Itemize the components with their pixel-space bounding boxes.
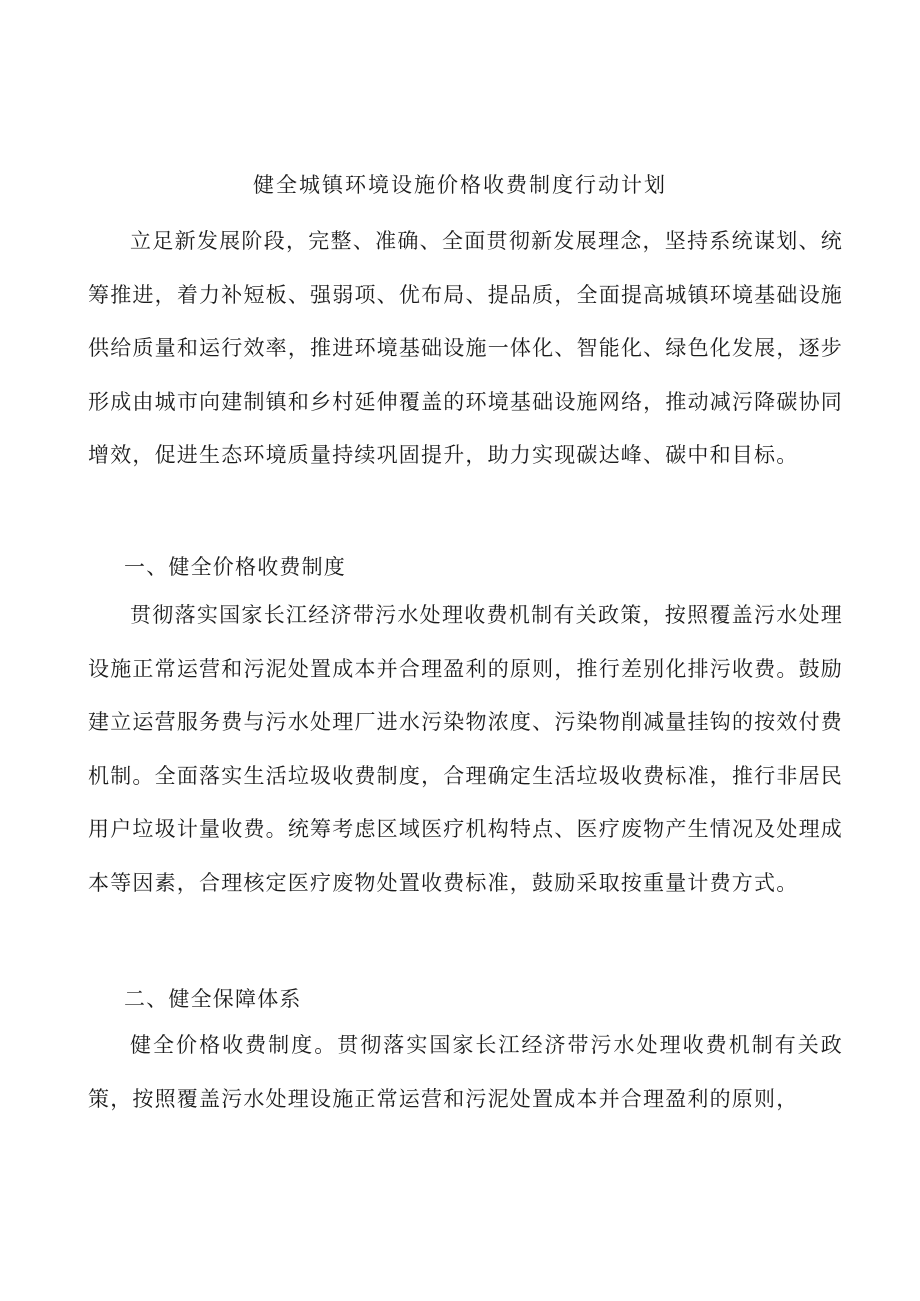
section-heading-guarantee: 二、健全保障体系 (124, 987, 302, 1011)
section-heading-price-fee: 一、健全价格收费制度 (124, 555, 346, 579)
section-body-price-fee: 贯彻落实国家长江经济带污水处理收费机制有关政策，按照覆盖污水处理设施正常运营和污泥处置成本并合理盈利的原则，推行差别化排污收费。鼓励建立运营服务费与污水处理厂进水污染物浓度、污染物削减量挂钩的按效付费机制。全面落实生活垃圾收费制度，合理确定生活垃圾收费标准，推行非居民用户垃圾计量收费。统筹考虑区域医疗机构特点、医疗废物产生情况及处理成本等因素，合理核定医疗废物处置收费标准，鼓励采取按重量计费方式。 (88, 603, 843, 895)
section-body-guarantee: 健全价格收费制度。贯彻落实国家长江经济带污水处理收费机制有关政策，按照覆盖污水处理设施正常运营和污泥处置成本并合理盈利的原则， (88, 1033, 843, 1111)
document-title: 健全城镇环境设施价格收费制度行动计划 (253, 173, 667, 197)
intro-paragraph: 立足新发展阶段，完整、准确、全面贯彻新发展理念，坚持系统谋划、统筹推进，着力补短板、强弱项、优布局、提品质，全面提高城镇环境基础设施供给质量和运行效率，推进环境基础设施一体化、智能化、绿色化发展，逐步形成由城市向建制镇和乡村延伸覆盖的环境基础设施网络，推动减污降碳协同增效，促进生态环境质量持续巩固提升，助力实现碳达峰、碳中和目标。 (88, 229, 843, 467)
